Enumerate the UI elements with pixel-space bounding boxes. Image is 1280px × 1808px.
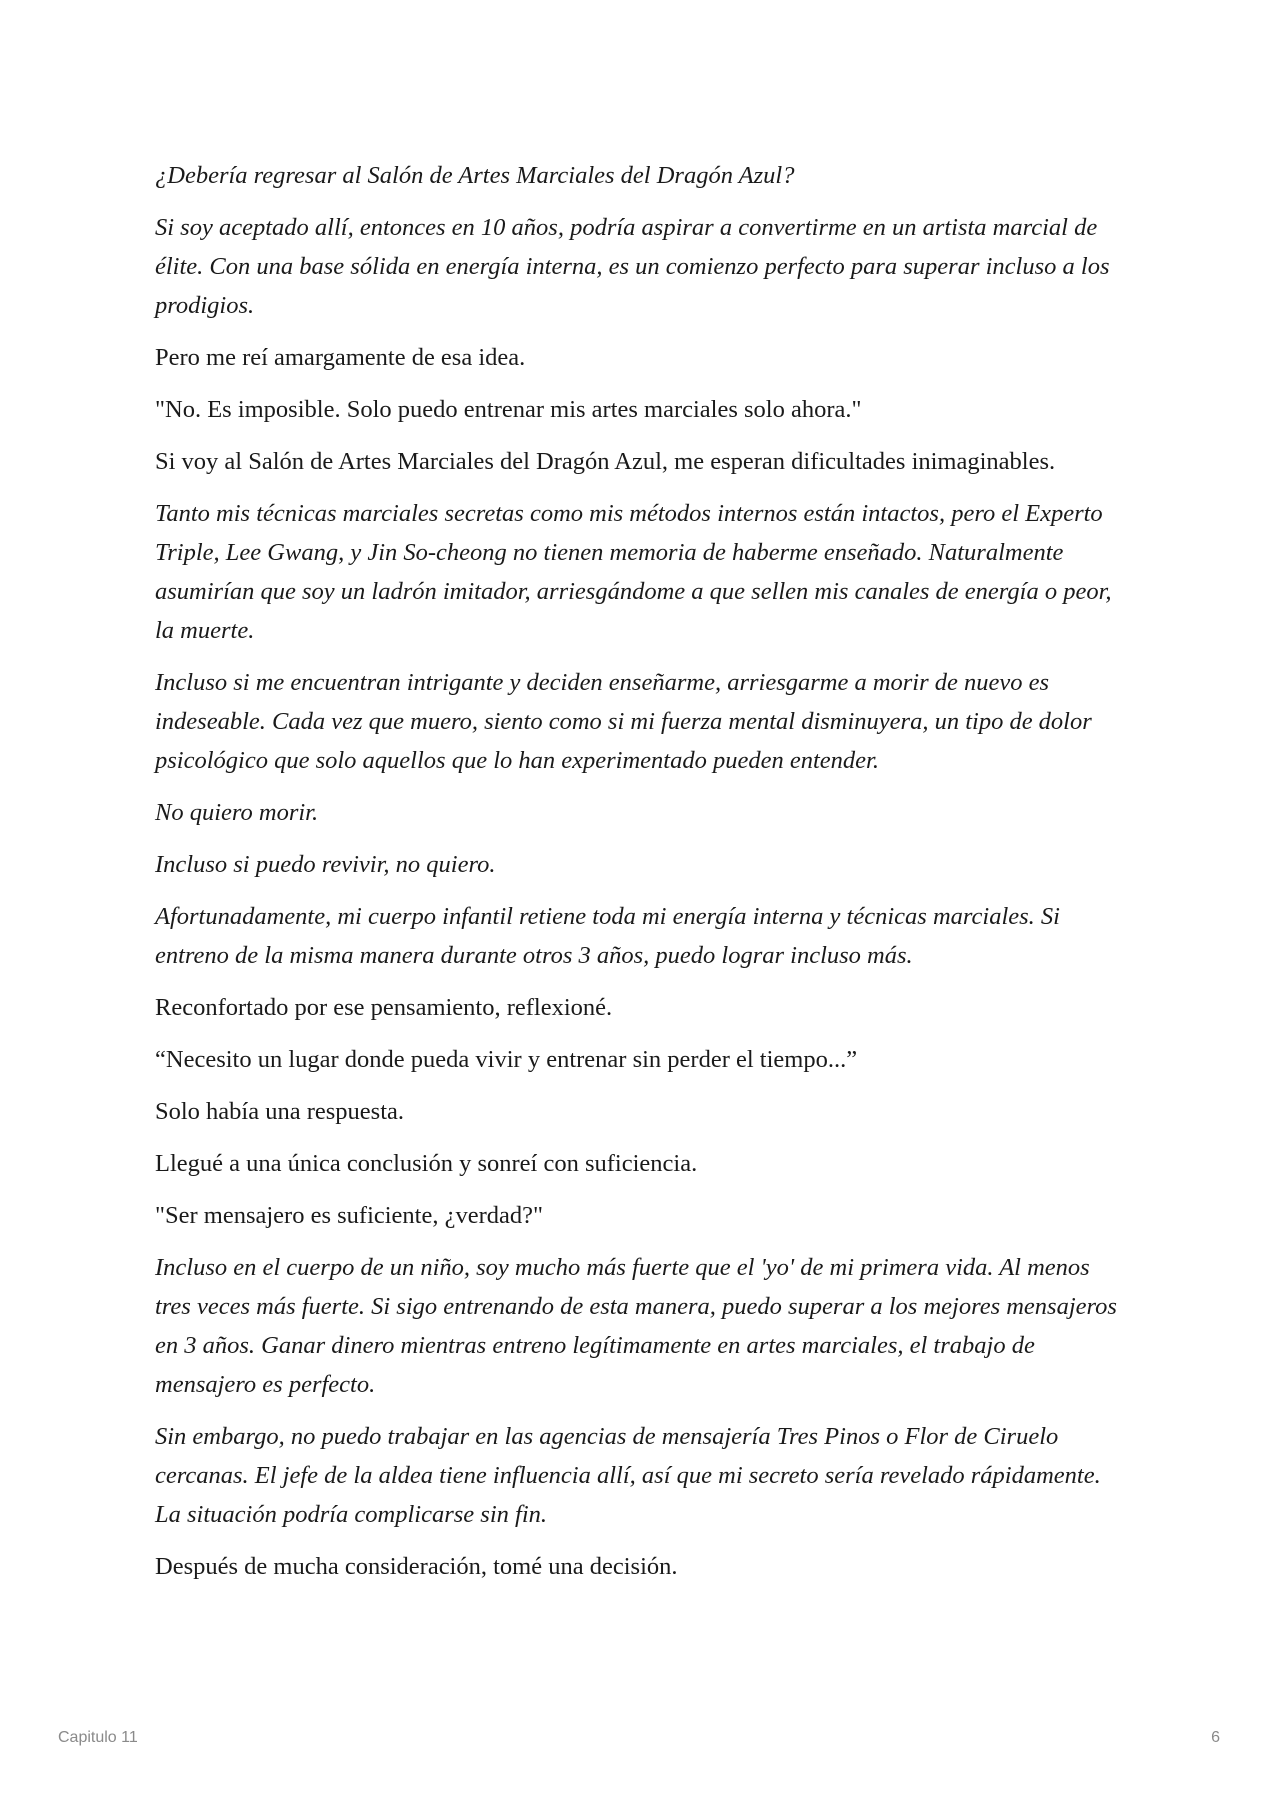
paragraph-6: Tanto mis técnicas marciales secretas como mis métodos internos están intactos, pero el Experto Triple, Lee Gwang, y Jin So-cheong no tienen memoria de haberme enseñado. Naturalmente asumirían que soy un ladrón imitador, arriesgándome a que sellen mis canales de energía o peor, la muerte.	[155, 500, 1112, 644]
paragraph-3: Pero me reí amargamente de esa idea.	[155, 344, 526, 371]
paragraph-10: Afortunadamente, mi cuerpo infantil retiene toda mi energía interna y técnicas marciales. Si entreno de la misma manera durante otros 3 años, puedo lograr incluso más.	[155, 903, 1060, 969]
paragraph-1: ¿Debería regresar al Salón de Artes Marciales del Dragón Azul?	[155, 162, 795, 189]
paragraph-4: "No. Es imposible. Solo puedo entrenar mis artes marciales solo ahora."	[155, 396, 862, 423]
paragraph-15: "Ser mensajero es suficiente, ¿verdad?"	[155, 1202, 544, 1229]
paragraph-5: Si voy al Salón de Artes Marciales del Dragón Azul, me esperan dificultades inimaginables.	[155, 448, 1056, 475]
footer-page-number: 6	[1211, 1729, 1220, 1746]
paragraph-2: Si soy aceptado allí, entonces en 10 años, podría aspirar a convertirme en un artista marcial de élite. Con una base sólida en energía interna, es un comienzo perfecto para superar incluso a los prodigios.	[155, 214, 1110, 319]
body-text	[155, 156, 1130, 1599]
footer-chapter-label: Capitulo 11	[58, 1729, 138, 1746]
paragraph-12: “Necesito un lugar donde pueda vivir y entrenar sin perder el tiempo...”	[155, 1046, 858, 1073]
paragraph-7: Incluso si me encuentran intrigante y deciden enseñarme, arriesgarme a morir de nuevo es indeseable. Cada vez que muero, siento como si mi fuerza mental disminuyera, un tipo de dolor psicológico que solo aquellos que lo han experimentado pueden entender.	[155, 669, 1092, 774]
paragraph-11: Reconfortado por ese pensamiento, reflexioné.	[155, 994, 613, 1021]
paragraph-13: Solo había una respuesta.	[155, 1098, 405, 1125]
paragraph-16: Incluso en el cuerpo de un niño, soy mucho más fuerte que el 'yo' de mi primera vida. Al menos tres veces más fuerte. Si sigo entrenando de esta manera, puedo superar a los mejores mensajeros en 3 años. Ganar dinero mientras entreno legítimamente en artes marciales, el trabajo de mensajero es perfecto.	[155, 1254, 1117, 1398]
paragraph-8: No quiero morir.	[155, 799, 319, 826]
paragraph-9: Incluso si puedo revivir, no quiero.	[155, 851, 496, 878]
paragraph-18: Después de mucha consideración, tomé una decisión.	[155, 1553, 678, 1580]
paragraph-17: Sin embargo, no puedo trabajar en las agencias de mensajería Tres Pinos o Flor de Ciruelo cercanas. El jefe de la aldea tiene influencia allí, así que mi secreto sería revelado rápidamente. La situación podría complicarse sin fin.	[155, 1423, 1101, 1528]
paragraph-14: Llegué a una única conclusión y sonreí con suficiencia.	[155, 1150, 698, 1177]
